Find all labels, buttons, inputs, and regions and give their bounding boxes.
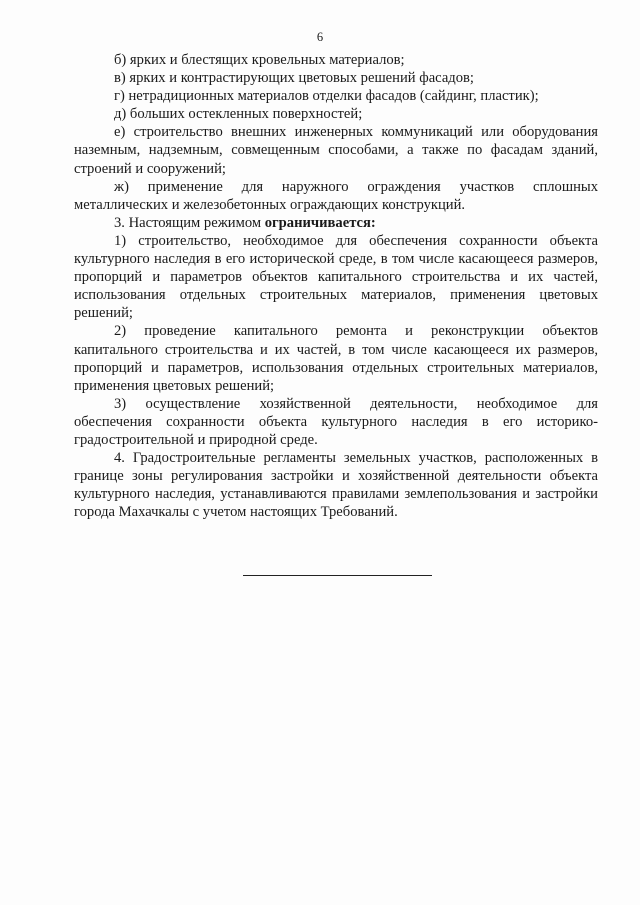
document-body bbox=[74, 51, 598, 521]
list-item-v: в) ярких и контрастирующих цветовых решений фасадов; bbox=[114, 70, 474, 87]
page-number: 6 bbox=[316, 30, 324, 44]
list-item-zh: ж) применение для наружного ограждения участков сплошных металлических и железобетонных ограждающих конструкций. bbox=[74, 178, 598, 213]
section-3-lead: 3. Настоящим режимом bbox=[114, 214, 265, 231]
signature-divider-line bbox=[243, 575, 432, 576]
list-item-b: б) ярких и блестящих кровельных материалов; bbox=[114, 52, 405, 68]
section-3-item-1: 1) строительство, необходимое для обеспечения сохранности объекта культурного наследия в его исторической среде, в том числе касающееся размеров, пропорций и параметров объектов капитального строительства и их частей, использования отдельных строительных материалов, применения цветовых решений; bbox=[74, 232, 598, 322]
section-3-heading bbox=[74, 214, 598, 232]
list-item-e: е) строительство внешних инженерных коммуникаций или оборудования наземным, надземным, совмещенным способами, а также по фасадам зданий, строений и сооружений; bbox=[74, 124, 598, 177]
list-item-g: г) нетрадиционных материалов отделки фасадов (сайдинг, пластик); bbox=[114, 88, 539, 105]
section-3-item-2: 2) проведение капитального ремонта и реконструкции объектов капитального строительства и их частей, в том числе касающееся их размеров, пропорций и параметров, использования отдельных строительных материалов, применения цветовых решений; bbox=[74, 323, 598, 394]
section-3-lead-bold: ограничивается: bbox=[264, 214, 376, 231]
list-item-d: д) больших остекленных поверхностей; bbox=[114, 106, 363, 123]
section-4-paragraph: 4. Градостроительные регламенты земельных участков, расположенных в границе зоны регулирования застройки и хозяйственной деятельности объекта культурного наследия, устанавливаются правилами землепользования и застройки города Махачкалы с учетом настоящих Требований. bbox=[74, 450, 598, 521]
section-3-item-3: 3) осуществление хозяйственной деятельности, необходимое для обеспечения сохранности объекта культурного наследия в его историко-градостроительной и природной среде. bbox=[74, 395, 598, 448]
